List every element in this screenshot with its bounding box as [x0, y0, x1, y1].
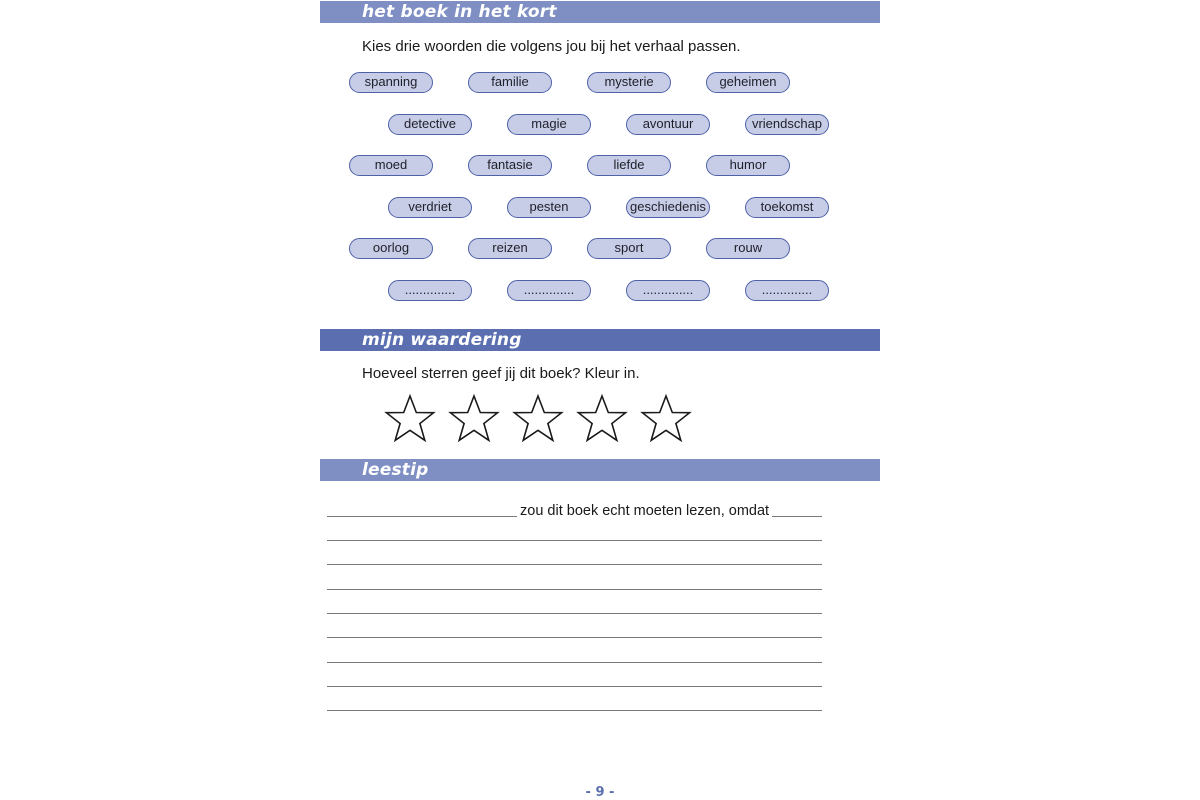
section-header-kort [320, 1, 880, 23]
star-icon[interactable] [384, 393, 436, 445]
word-pill[interactable]: pesten [507, 197, 591, 218]
word-pill[interactable]: vriendschap [745, 114, 829, 135]
word-pill[interactable]: .............. [745, 280, 829, 301]
word-pill[interactable]: mysterie [587, 72, 671, 93]
section-title-leestip: leestip [362, 460, 429, 480]
word-pill[interactable]: humor [706, 155, 790, 176]
word-pill[interactable]: geheimen [706, 72, 790, 93]
writing-line[interactable] [327, 564, 822, 565]
writing-line[interactable] [327, 686, 822, 687]
word-pill[interactable]: familie [468, 72, 552, 93]
write-line-name[interactable] [327, 516, 517, 517]
word-pill[interactable]: reizen [468, 238, 552, 259]
section-title-kort: het boek in het kort [362, 2, 557, 22]
writing-line[interactable] [327, 662, 822, 663]
section-header-waardering [320, 329, 880, 351]
writing-line[interactable] [327, 540, 822, 541]
star-icon[interactable] [448, 393, 500, 445]
page-number: - 9 - [585, 785, 615, 800]
word-pill[interactable]: detective [388, 114, 472, 135]
star-icon[interactable] [640, 393, 692, 445]
word-pill[interactable]: .............. [388, 280, 472, 301]
section-header-leestip [320, 459, 880, 481]
word-pill[interactable]: spanning [349, 72, 433, 93]
star-icon[interactable] [512, 393, 564, 445]
instruction-waardering: Hoeveel sterren geef jij dit boek? Kleur in. [362, 365, 640, 382]
writing-line[interactable] [327, 613, 822, 614]
word-pill[interactable]: liefde [587, 155, 671, 176]
writing-line[interactable] [327, 637, 822, 638]
word-pill[interactable]: verdriet [388, 197, 472, 218]
word-pill[interactable]: .............. [626, 280, 710, 301]
word-pill[interactable]: magie [507, 114, 591, 135]
writing-line[interactable] [327, 710, 822, 711]
writing-line[interactable] [327, 589, 822, 590]
leestip-sentence: zou dit boek echt moeten lezen, omdat [520, 503, 770, 519]
word-pill[interactable]: toekomst [745, 197, 829, 218]
word-pill[interactable]: fantasie [468, 155, 552, 176]
word-pill[interactable]: sport [587, 238, 671, 259]
worksheet-page [320, 0, 880, 800]
word-pill[interactable]: geschiedenis [626, 197, 710, 218]
instruction-kort: Kies drie woorden die volgens jou bij het verhaal passen. [362, 38, 741, 55]
write-line-reason-start[interactable] [772, 516, 822, 517]
star-icon[interactable] [576, 393, 628, 445]
word-pill[interactable]: rouw [706, 238, 790, 259]
section-title-waardering: mijn waardering [362, 330, 522, 350]
word-pill[interactable]: moed [349, 155, 433, 176]
word-pill[interactable]: avontuur [626, 114, 710, 135]
word-pill[interactable]: oorlog [349, 238, 433, 259]
word-pill[interactable]: .............. [507, 280, 591, 301]
